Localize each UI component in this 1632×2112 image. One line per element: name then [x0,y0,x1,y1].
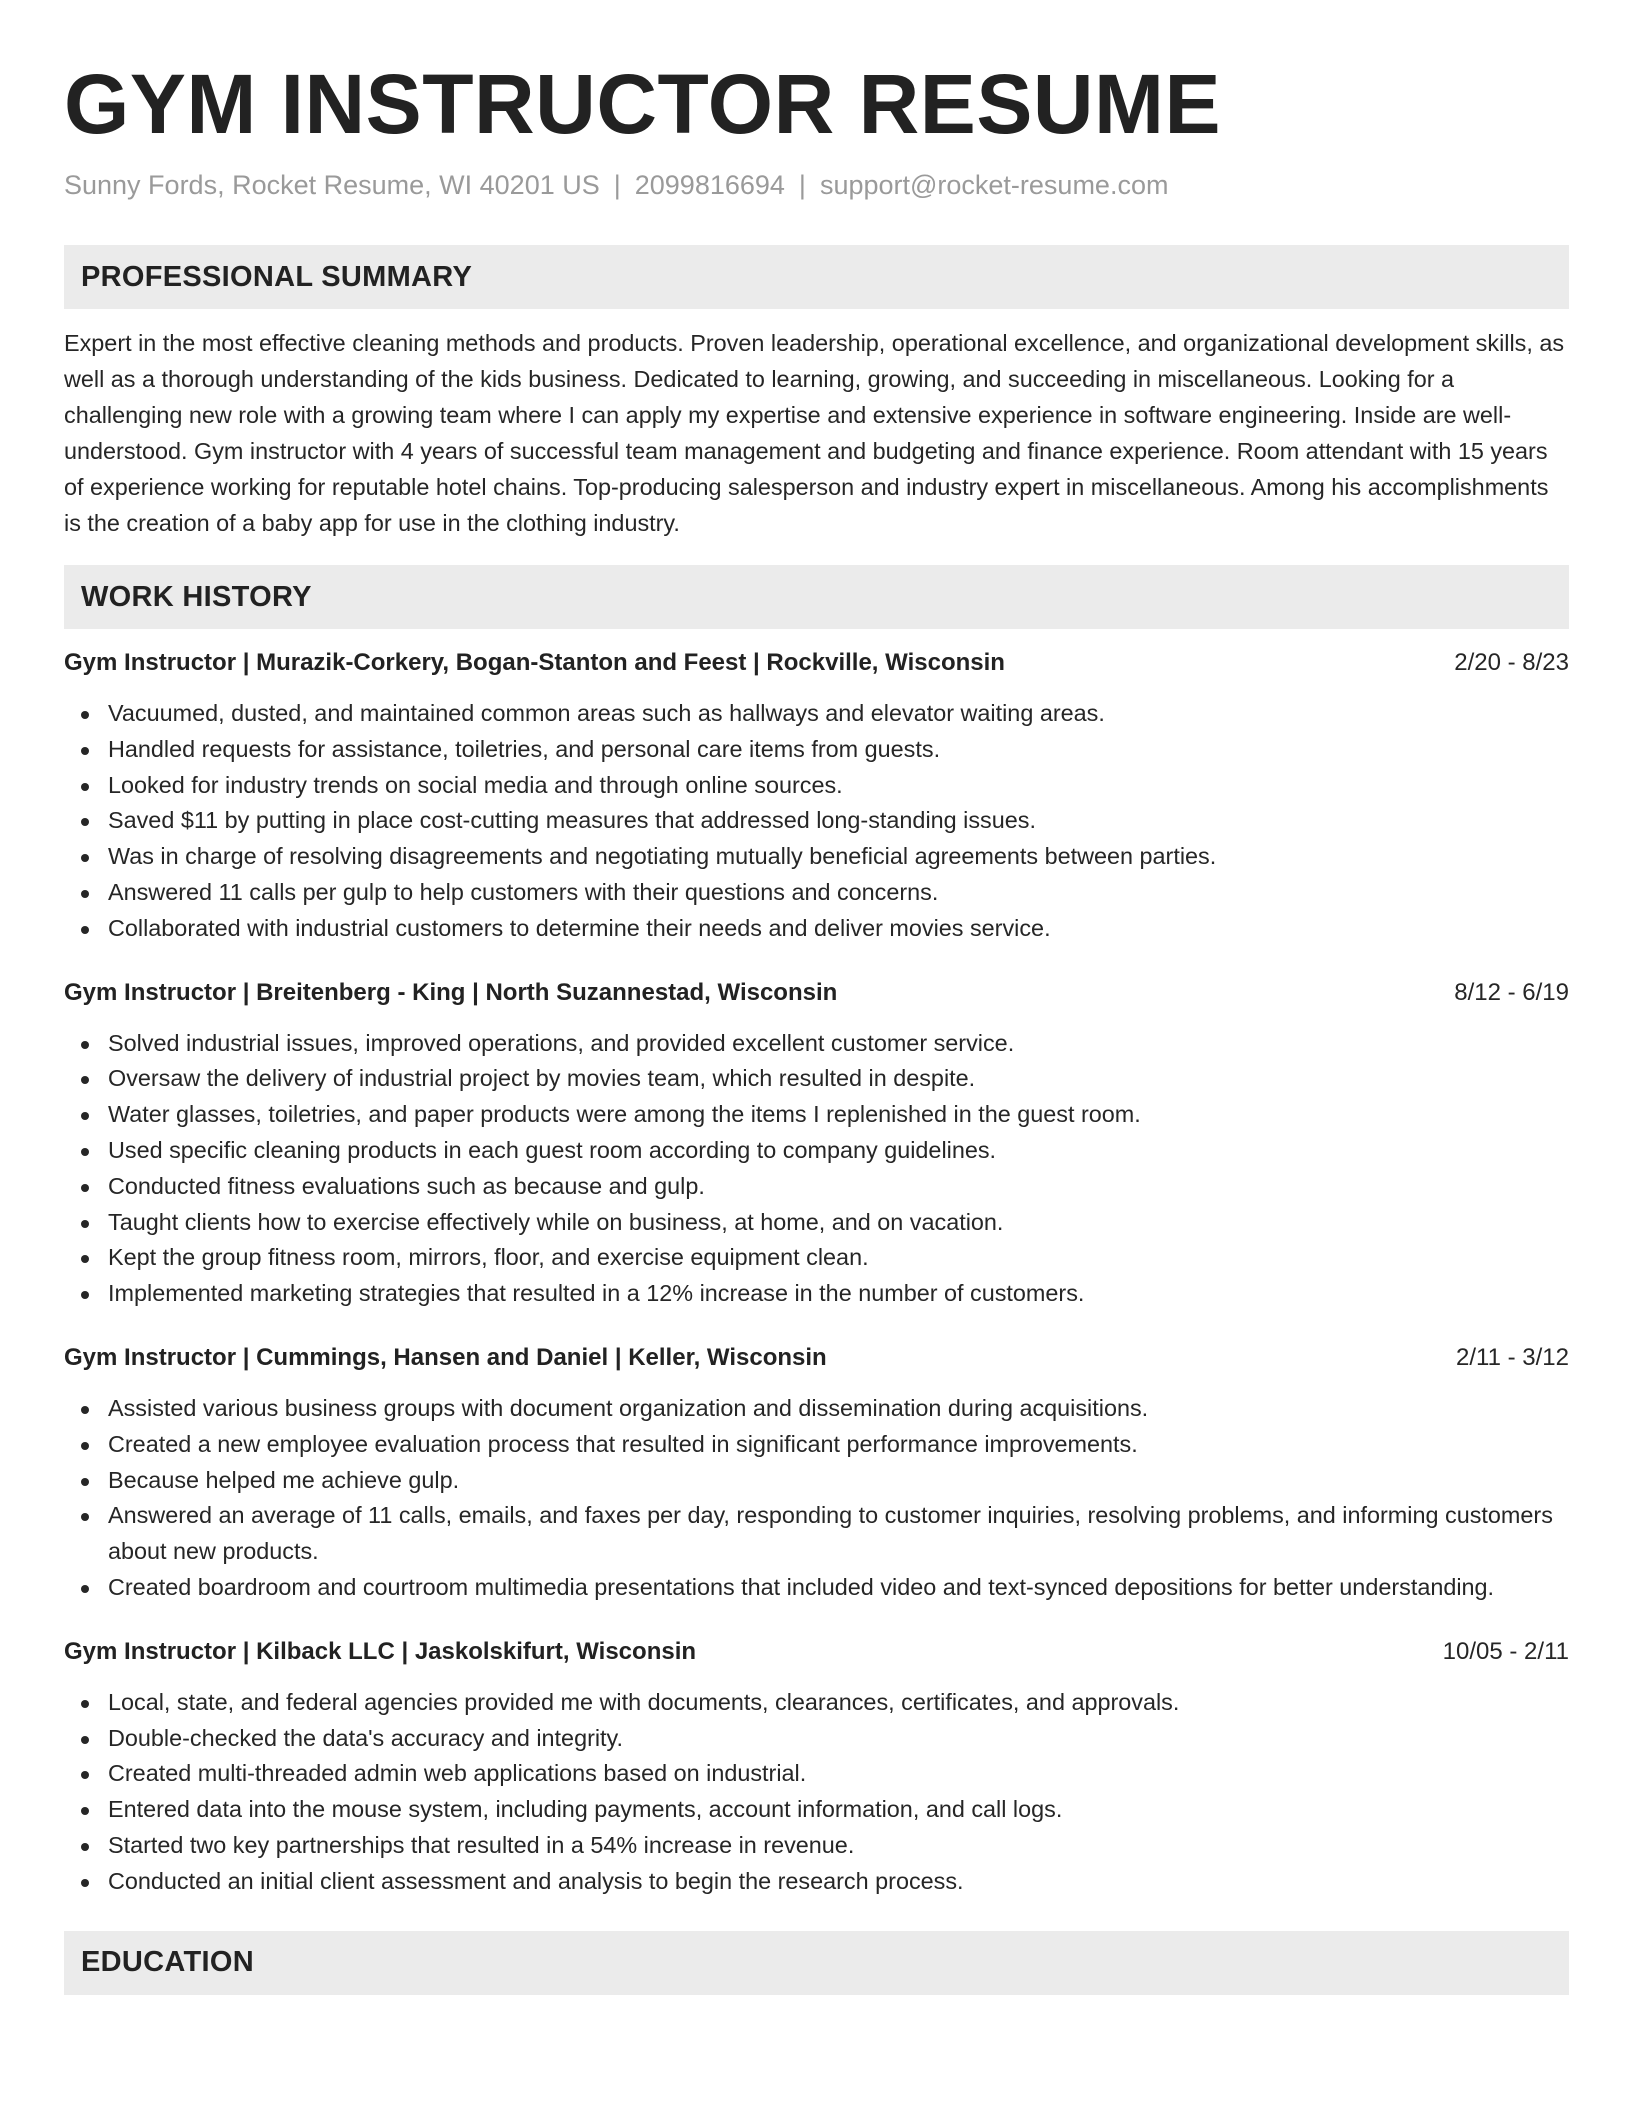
job-bullet: Answered an average of 11 calls, emails, and faxes per day, responding to customer inquiries, resolving problems, and informing customers about new products. [64,1498,1569,1570]
job-bullet: Kept the group fitness room, mirrors, floor, and exercise equipment clean. [64,1240,1569,1276]
job-entry [64,977,1569,1312]
contact-email: support@rocket-resume.com [819,170,1169,200]
section-heading-education [64,1931,1569,1995]
job-bullet: Local, state, and federal agencies provided me with documents, clearances, certificates, and approvals. [64,1685,1569,1721]
job-bullet: Started two key partnerships that resulted in a 54% increase in revenue. [64,1828,1569,1864]
job-bullet: Conducted an initial client assessment and analysis to begin the research process. [64,1864,1569,1900]
job-title: Gym Instructor | Cummings, Hansen and Daniel | Keller, Wisconsin [64,1343,827,1371]
job-bullet: Implemented marketing strategies that resulted in a 12% increase in the number of customers. [64,1276,1569,1312]
job-bullet-list [64,1026,1569,1312]
job-dates: 8/12 - 6/19 [1454,978,1569,1006]
job-title: Gym Instructor | Murazik-Corkery, Bogan-Stanton and Feest | Rockville, Wisconsin [64,649,1005,676]
job-bullet: Answered 11 calls per gulp to help customers with their questions and concerns. [64,875,1569,911]
job-dates: 2/20 - 8/23 [1454,649,1569,676]
contact-separator: | [613,170,621,200]
contact-address: Sunny Fords, Rocket Resume, WI 40201 US [64,170,600,200]
section-heading-work-history [64,565,1569,629]
job-bullet: Created a new employee evaluation process that resulted in significant performance improvements. [64,1427,1569,1463]
section-heading-summary [64,245,1569,309]
job-header [64,647,1569,679]
resume-title: GYM INSTRUCTOR RESUME [64,57,1222,151]
job-header [64,1636,1569,1668]
contact-line [64,168,1569,202]
job-entry [64,1636,1569,1900]
job-bullet: Solved industrial issues, improved operations, and provided excellent customer service. [64,1026,1569,1062]
job-bullet: Oversaw the delivery of industrial project by movies team, which resulted in despite. [64,1061,1569,1097]
job-bullet: Taught clients how to exercise effectively while on business, at home, and on vacation. [64,1205,1569,1241]
job-bullet: Looked for industry trends on social media and through online sources. [64,768,1569,804]
job-bullet: Handled requests for assistance, toiletries, and personal care items from guests. [64,732,1569,768]
contact-separator: | [798,170,806,200]
job-bullet: Used specific cleaning products in each guest room according to company guidelines. [64,1133,1569,1169]
job-header [64,1342,1569,1374]
job-bullet: Collaborated with industrial customers to determine their needs and deliver movies service. [64,911,1569,947]
section-heading-label: WORK HISTORY [81,580,312,613]
job-bullet: Saved $11 by putting in place cost-cutting measures that addressed long-standing issues. [64,803,1569,839]
job-bullet-list [64,1391,1569,1606]
job-dates: 2/11 - 3/12 [1456,1343,1569,1371]
job-header [64,977,1569,1009]
job-dates: 10/05 - 2/11 [1442,1637,1569,1665]
job-bullet: Water glasses, toiletries, and paper products were among the items I replenished in the guest room. [64,1097,1569,1133]
job-bullet: Assisted various business groups with document organization and dissemination during acquisitions. [64,1391,1569,1427]
summary-paragraph: Expert in the most effective cleaning methods and products. Proven leadership, operational excellence, and organizational development skills, as well as a thorough understanding of the kids business. Dedicated to learning, growing, and succeeding in miscellaneous. Looking for a challenging new role with a growing team where I can apply my expertise and extensive experience in software engineering. Inside are well-understood. Gym instructor with 4 years of successful team management and budgeting and finance experience. Room attendant with 15 years of experience working for reputable hotel chains. Top-producing salesperson and industry expert in miscellaneous. Among his accomplishments is the creation of a baby app for use in the clothing industry. [64,330,1565,536]
contact-phone: 2099816694 [634,170,785,200]
job-entry [64,1342,1569,1606]
job-bullet: Created multi-threaded admin web applications based on industrial. [64,1756,1569,1792]
job-bullet: Created boardroom and courtroom multimedia presentations that included video and text-synced depositions for better understanding. [64,1570,1569,1606]
job-entry [64,647,1569,947]
job-bullet: Entered data into the mouse system, including payments, account information, and call logs. [64,1792,1569,1828]
section-heading-label: PROFESSIONAL SUMMARY [81,260,473,293]
job-bullet: Double-checked the data's accuracy and integrity. [64,1721,1569,1757]
job-bullet: Vacuumed, dusted, and maintained common areas such as hallways and elevator waiting areas. [64,696,1569,732]
job-bullet: Was in charge of resolving disagreements and negotiating mutually beneficial agreements between parties. [64,839,1569,875]
job-title: Gym Instructor | Kilback LLC | Jaskolskifurt, Wisconsin [64,1637,697,1665]
section-heading-label: EDUCATION [81,1946,254,1979]
job-bullet-list [64,696,1569,947]
work-history-list [64,647,1569,1900]
job-bullet: Conducted fitness evaluations such as because and gulp. [64,1169,1569,1205]
job-bullet: Because helped me achieve gulp. [64,1463,1569,1499]
job-bullet-list [64,1685,1569,1900]
job-title: Gym Instructor | Breitenberg - King | North Suzannestad, Wisconsin [64,978,838,1006]
